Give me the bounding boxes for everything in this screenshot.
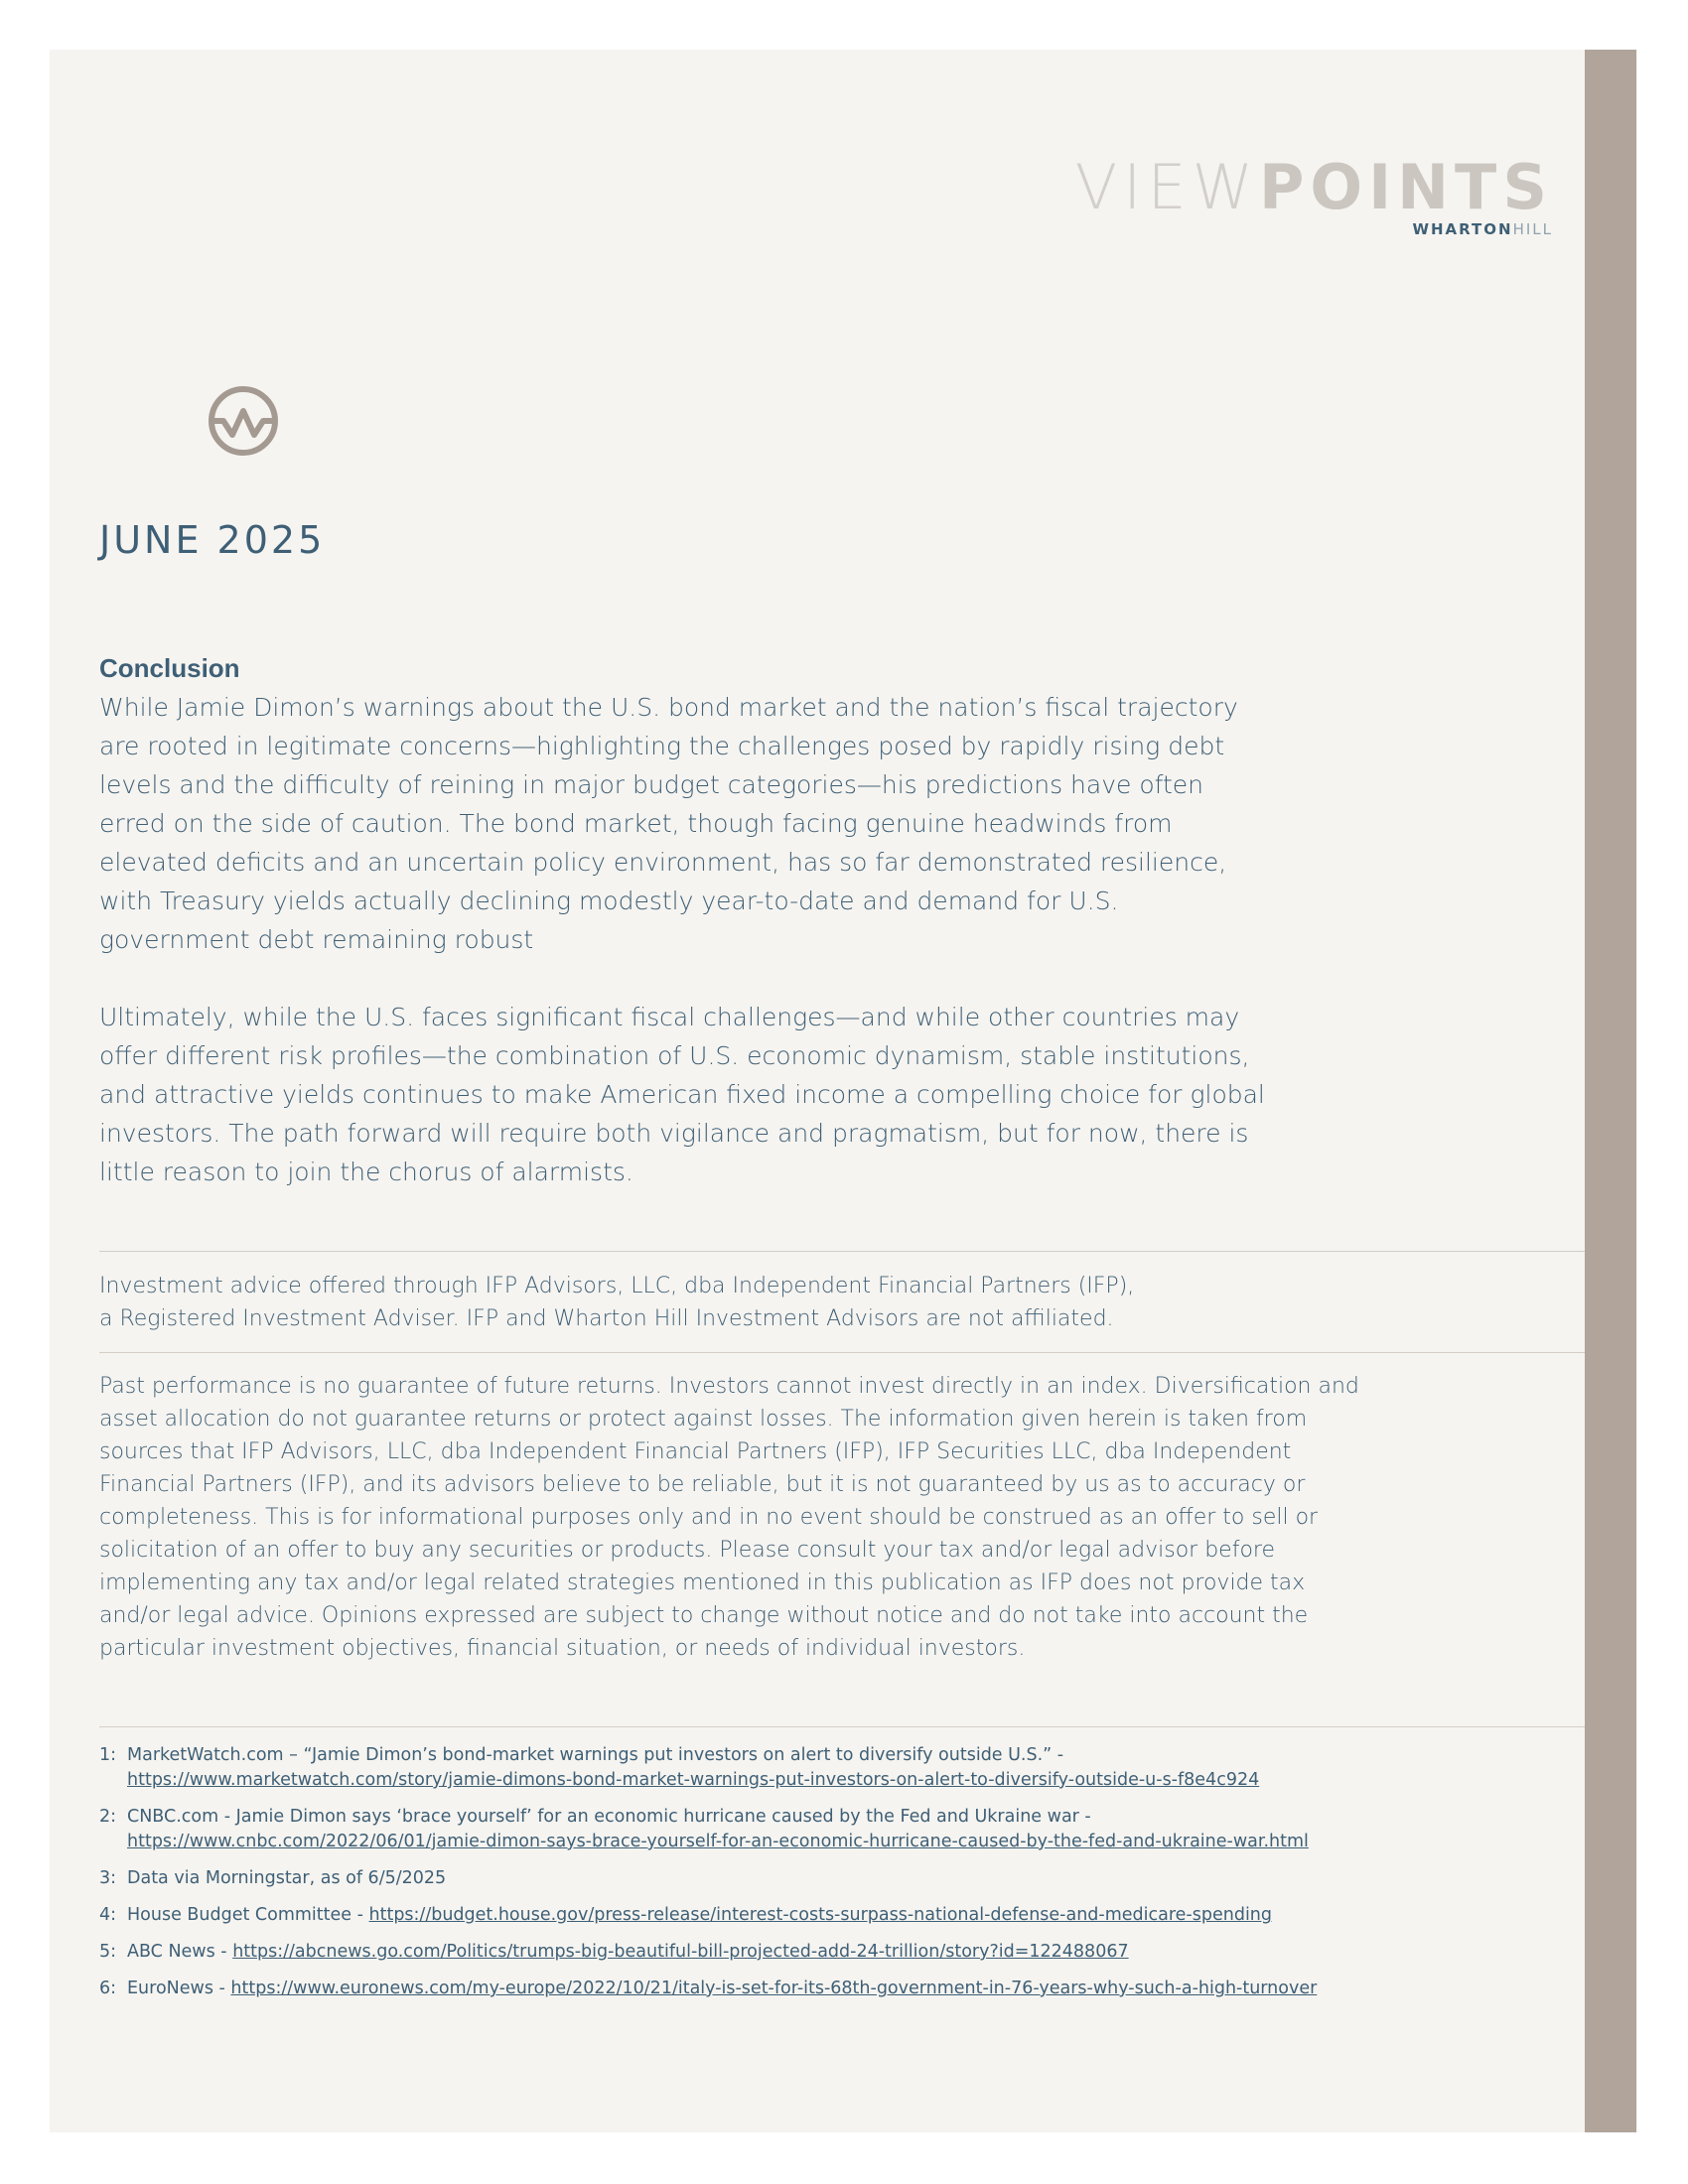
section-heading: Conclusion: [99, 653, 240, 683]
footnote-item: [99, 1940, 1370, 1965]
footnote-link[interactable]: https://www.cnbc.com/2022/06/01/jamie-dimon-says-brace-yourself-for-an-economic-hurricane-caused-by-the-fed-and-ukraine-war.html: [127, 1832, 1309, 1851]
divider: [99, 1726, 1585, 1727]
masthead: [1074, 151, 1553, 238]
footnote-item: [99, 1903, 1370, 1928]
footnote-source: MarketWatch.com – “Jamie Dimon’s bond-market warnings put investors on alert to diversify outside U.S.” -: [127, 1745, 1064, 1765]
footnote-number: 2:: [99, 1807, 117, 1827]
footnote-link[interactable]: https://budget.house.gov/press-release/interest-costs-surpass-national-defense-and-medicare-spending: [368, 1905, 1273, 1925]
footnote-source: EuroNews -: [127, 1979, 231, 1998]
decorative-side-bar: [1585, 50, 1636, 2132]
footnote-link[interactable]: https://www.marketwatch.com/story/jamie-dimons-bond-market-warnings-put-investors-on-alert-to-diversify-outside-u-s-f8e4c924: [127, 1770, 1260, 1790]
footnote-item: [99, 1866, 1370, 1891]
divider: [99, 1352, 1585, 1353]
footnote-item: [99, 1743, 1370, 1793]
footnote-source: House Budget Committee -: [127, 1905, 369, 1925]
divider: [99, 1251, 1585, 1252]
footnote-source: ABC News -: [127, 1942, 233, 1962]
footnote-number: 4:: [99, 1905, 117, 1925]
publication-title-light: VIEW: [1074, 151, 1259, 223]
issue-date: JUNE 2025: [99, 518, 326, 562]
footnote-link[interactable]: https://www.euronews.com/my-europe/2022/10/21/italy-is-set-for-its-68th-government-in-76-years-why-such-a-high-turnover: [230, 1979, 1318, 1998]
publication-title-bold: POINTS: [1258, 151, 1553, 223]
advisory-line-1: Investment advice offered through IFP Advisors, LLC, dba Independent Financial Partners (IFP),: [99, 1274, 1135, 1298]
footnote-item: [99, 1805, 1370, 1854]
brand-name-bold: WHARTON: [1412, 220, 1513, 238]
disclaimer-text: Past performance is no guarantee of future returns. Investors cannot invest directly in an index. Diversification and asset allocation do not guarantee returns or protect against losses. The information given herein is taken from sources that IFP Advisors, LLC, dba Independent Financial Partners (IFP), IFP Securities LLC, dba Independent Financial Partners (IFP), and its advisors believe to be reliable, but it is not guaranteed by us as to accuracy or completeness. This is for informational purposes only and in no event should be construed as an offer to sell or solicitation of an offer to buy any securities or products. Please consult your tax and/or legal advisor before implementing any tax and/or legal related strategies mentioned in this publication as IFP does not provide tax and/or legal advice. Opinions expressed are subject to change without notice and do not take into account the particular investment objectives, financial situation, or needs of individual investors.: [99, 1374, 1359, 1661]
advisory-disclosure: [99, 1270, 1390, 1335]
conclusion-section: [99, 653, 1271, 1230]
conclusion-paragraph-2: Ultimately, while the U.S. faces significant fiscal challenges—and while other countries may offer different risk profiles—the combination of U.S. economic dynamism, stable institutions, and attractive yields continues to make American fixed income a compelling choice for global investors. The path forward will require both vigilance and pragmatism, but for now, there is little reason to join the chorus of alarmists.: [99, 1003, 1265, 1186]
wharton-hill-logo-icon: [207, 384, 280, 458]
footnote-number: 5:: [99, 1942, 117, 1962]
footnote-source: CNBC.com - Jamie Dimon says ‘brace yourself’ for an economic hurricane caused by the Fed and Ukraine war -: [127, 1807, 1091, 1827]
footnote-number: 1:: [99, 1745, 117, 1765]
footnotes-list: [99, 1743, 1370, 2013]
advisory-line-2: a Registered Investment Adviser. IFP and Wharton Hill Investment Advisors are not affiliated.: [99, 1306, 1114, 1331]
footnote-number: 3:: [99, 1868, 117, 1888]
conclusion-paragraph-1: While Jamie Dimon’s warnings about the U.S. bond market and the nation’s fiscal trajectory are rooted in legitimate concerns—highlighting the challenges posed by rapidly rising debt levels and the difficulty of reining in major budget categories—his predictions have often erred on the side of caution. The bond market, though facing genuine headwinds from elevated deficits and an uncertain policy environment, has so far demonstrated resilience, with Treasury yields actually declining modestly year-to-date and demand for U.S. government debt remaining robust: [99, 693, 1238, 954]
footnote-number: 6:: [99, 1979, 117, 1998]
footnote-source: Data via Morningstar, as of 6/5/2025: [127, 1868, 447, 1888]
footnote-link[interactable]: https://abcnews.go.com/Politics/trumps-big-beautiful-bill-projected-add-24-trillion/story?id=122488067: [232, 1942, 1129, 1962]
brand-name-light: HILL: [1512, 220, 1553, 238]
footnote-item: [99, 1977, 1370, 2001]
publication-title: [1074, 151, 1553, 223]
